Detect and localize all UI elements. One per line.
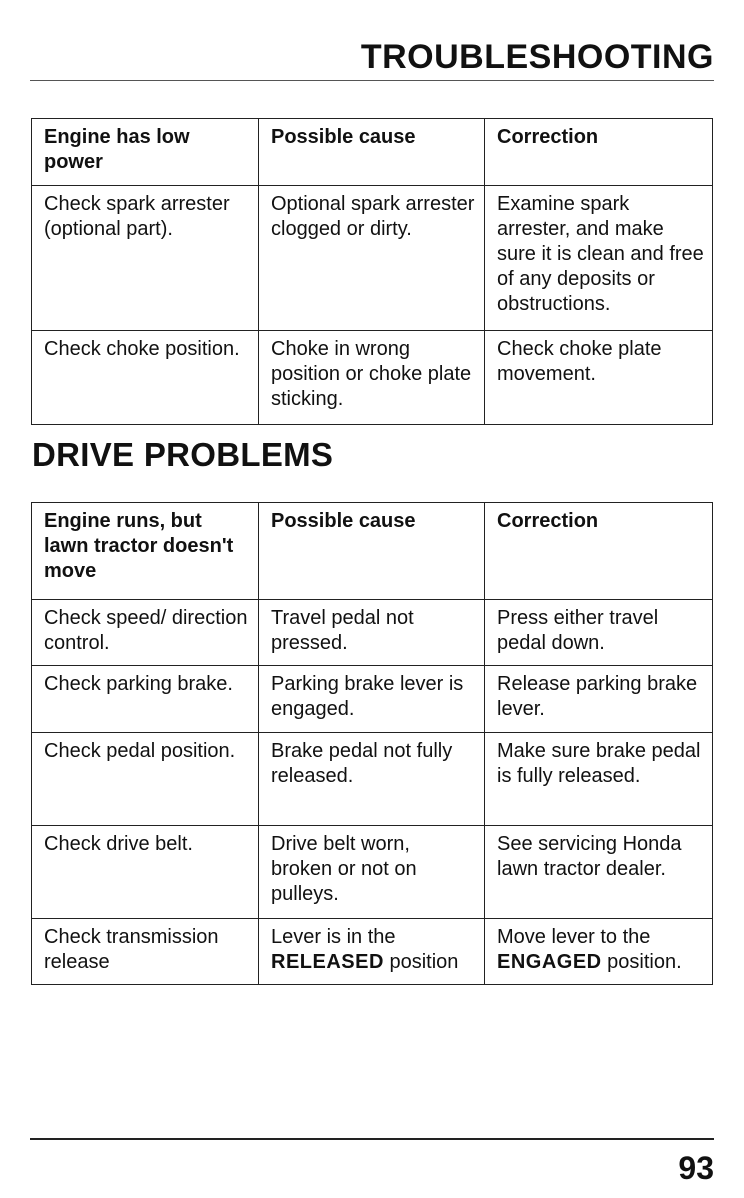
table-row [32,733,713,826]
column-header-correction: Correction [485,119,713,186]
header-divider [30,80,714,81]
check-cell: Check speed/ direction control. [32,600,259,666]
column-header-correction: Correction [485,503,713,600]
table-row [32,331,713,425]
page-number: 93 [678,1150,714,1186]
table-row [32,826,713,919]
check-cell: Check choke position. [32,331,259,425]
correction-cell: Press either travel pedal down. [485,600,713,666]
correction-text-suffix: position. [601,951,682,973]
column-header-cause: Possible cause [259,503,485,600]
cause-text: Lever is in the [271,926,396,948]
cause-cell: Parking brake lever is engaged. [259,666,485,733]
cause-cell: Brake pedal not fully released. [259,733,485,826]
engaged-keyword: ENGAGED [497,951,602,973]
cause-cell: Travel pedal not pressed. [259,600,485,666]
check-cell: Check parking brake. [32,666,259,733]
table-header-row [32,119,713,186]
correction-cell: See servicing Honda lawn tractor dealer. [485,826,713,919]
table-row [32,919,713,985]
correction-cell: Release parking brake lever. [485,666,713,733]
cause-cell: Drive belt worn, broken or not on pulleys. [259,826,485,919]
column-header-symptom: Engine runs, but lawn tractor doesn't move [32,503,259,600]
cause-cell: Optional spark arrester clogged or dirty. [259,186,485,331]
check-cell: Check spark arrester (optional part). [32,186,259,331]
cause-cell [259,919,485,985]
correction-text: Move lever to the [497,926,651,948]
page-title: TROUBLESHOOTING [360,38,714,76]
cause-cell: Choke in wrong position or choke plate sticking. [259,331,485,425]
correction-cell [485,919,713,985]
table-row [32,186,713,331]
check-cell: Check drive belt. [32,826,259,919]
correction-cell: Examine spark arrester, and make sure it is clean and free of any deposits or obstructions. [485,186,713,331]
released-keyword: RELEASED [271,951,384,973]
column-header-symptom: Engine has low power [32,119,259,186]
column-header-cause: Possible cause [259,119,485,186]
engine-low-power-table [31,118,713,425]
cause-text-suffix: position [383,951,459,973]
correction-cell: Make sure brake pedal is fully released. [485,733,713,826]
table-row [32,666,713,733]
check-cell: Check transmission release [32,919,259,985]
correction-cell: Check choke plate movement. [485,331,713,425]
table-header-row [32,503,713,600]
section-heading: DRIVE PROBLEMS [32,436,334,473]
table-row [32,600,713,666]
drive-problems-table [31,502,713,985]
check-cell: Check pedal position. [32,733,259,826]
footer-divider [30,1138,714,1140]
